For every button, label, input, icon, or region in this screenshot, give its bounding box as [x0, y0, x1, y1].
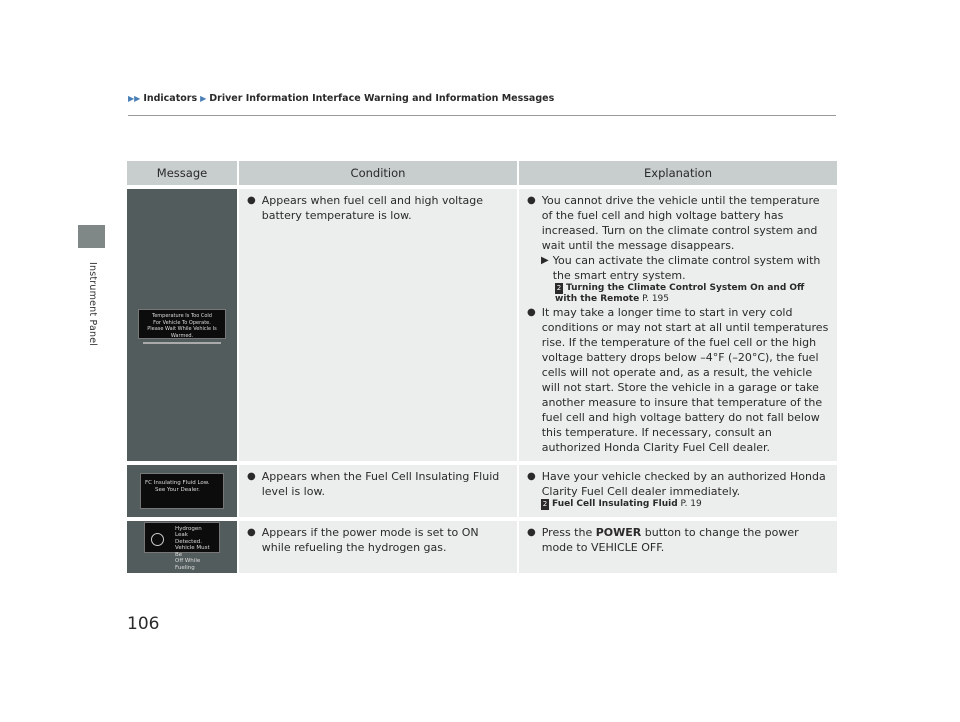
- screen-line: See Your Dealer.: [155, 486, 200, 493]
- cross-reference-link[interactable]: [541, 499, 829, 510]
- explanation-text: It may take a longer time to start in very cold conditions or may not start at all until temperatures rise. If the temperature of the fuel cell or the high voltage battery drops below –4°F (–20°C), the fuel cells will not operate and, as a result, the vehicle will not start. Store the vehicle in a garage or take another measure to insure that temperature of the fuel cell and high voltage battery do not fall below this temperature. If necessary, consult an authorized Honda Clarity Fuel Cell dealer.: [541, 306, 829, 454]
- header-explanation: Explanation: [519, 161, 837, 185]
- power-button-label: POWER: [595, 526, 642, 539]
- explanation-post: button to change the power mode to VEHICLE OFF.: [541, 526, 799, 554]
- hydrogen-leak-message-screen: [144, 522, 220, 571]
- breadcrumb-arrow-icon: ▶▶: [128, 94, 141, 103]
- condition-text: Appears if the power mode is set to ON while refueling the hydrogen gas.: [261, 526, 479, 554]
- condition-cell: ● Appears if the power mode is set to ON while refueling the hydrogen gas.: [239, 521, 519, 573]
- explanation-pre: Press the: [541, 526, 593, 539]
- note-arrow-icon: ▶: [541, 255, 549, 266]
- message-image-cell: [127, 465, 239, 517]
- header-message: Message: [127, 161, 239, 185]
- screen-line: Vehicle Must Be: [175, 545, 210, 558]
- screen-line: Please Wait While Vehicle Is Warmed.: [147, 326, 217, 339]
- progress-bar: [143, 342, 221, 344]
- section-side-label: Instrument Panel: [87, 262, 98, 347]
- fc-insulating-fluid-message-screen: [140, 473, 224, 509]
- temperature-cold-message-screen: [138, 309, 226, 339]
- breadcrumb-arrow-icon: ▶: [200, 94, 207, 103]
- screen-line: Off While Fueling: [175, 558, 201, 571]
- xref-page: P. 195: [642, 294, 670, 304]
- xref-title: Fuel Cell Insulating Fluid: [552, 499, 678, 509]
- table-row: [127, 521, 837, 573]
- screen-line: FC Insulating Fluid Low.: [145, 480, 210, 486]
- condition-cell: ● Appears when fuel cell and high voltage battery temperature is low.: [239, 189, 519, 461]
- breadcrumb-level1[interactable]: Indicators: [143, 93, 198, 104]
- explanation-text: You cannot drive the vehicle until the temperature of the fuel cell and high voltage battery has increased. Turn on the climate control system and wait until the message disappears.: [541, 194, 820, 252]
- table-row: [127, 189, 837, 461]
- header-condition: Condition: [239, 161, 519, 185]
- message-table: [127, 157, 837, 577]
- screen-line: Detected.: [175, 538, 202, 545]
- condition-text: Appears when the Fuel Cell Insulating Fluid level is low.: [261, 470, 500, 498]
- explanation-cell: ● You cannot drive the vehicle until the temperature of the fuel cell and high voltage battery has increased. Turn on the climate control system and wait until the message disappears. ▶ You can activate the climate control system with the smart entry system. 2 Turning the Climate Control System On and Off with the Remote P. 195 ● It may take a longer time to start in very cold conditions or may not start at all until temperatures rise. If the temperature of the fuel cell or the high voltage battery drops below –4°F (–20°C), the fuel cells will not operate and, as a result, the vehicle will not start. Store the vehicle in a garage or take another measure to insure that temperature of the fuel cell and high voltage battery do not fall below this temperature. If necessary, consult an authorized Honda Clarity Fuel Cell dealer.: [519, 189, 837, 461]
- explanation-text: [542, 525, 829, 555]
- xref-title: Turning the Climate Control System On and Off with the Remote: [555, 283, 805, 304]
- condition-text: Appears when fuel cell and high voltage battery temperature is low.: [261, 194, 484, 222]
- page-number: 106: [127, 614, 160, 634]
- screen-line: Temperature Is Too Cold: [152, 313, 212, 320]
- screen-line: For Vehicle To Operate.: [153, 319, 211, 326]
- message-image-cell: [127, 521, 239, 573]
- explanation-cell: ● Press the POWER button to change the power mode to VEHICLE OFF.: [519, 521, 837, 573]
- section-tab-marker: [78, 225, 105, 248]
- condition-cell: ● Appears when the Fuel Cell Insulating Fluid level is low.: [239, 465, 519, 517]
- header-rule: [128, 115, 836, 116]
- breadcrumb: [128, 93, 554, 104]
- table-header-row: [127, 161, 837, 185]
- hydrogen-warning-icon: [151, 533, 164, 546]
- screen-line: Hydrogen Leak: [175, 525, 202, 538]
- xref-page: P. 19: [680, 499, 702, 509]
- sub-note-text: You can activate the climate control system with the smart entry system.: [552, 254, 821, 282]
- explanation-text: Have your vehicle checked by an authorized Honda Clarity Fuel Cell dealer immediately.: [541, 470, 826, 498]
- reference-icon: 2: [542, 500, 548, 508]
- cross-reference-link[interactable]: [555, 283, 829, 305]
- reference-icon: 2: [556, 284, 562, 292]
- explanation-cell: ● Have your vehicle checked by an authorized Honda Clarity Fuel Cell dealer immediately. 2 Fuel Cell Insulating Fluid P. 19: [519, 465, 837, 517]
- breadcrumb-level2[interactable]: Driver Information Interface Warning and Information Messages: [209, 93, 555, 104]
- message-image-cell: [127, 189, 239, 461]
- table-row: [127, 465, 837, 517]
